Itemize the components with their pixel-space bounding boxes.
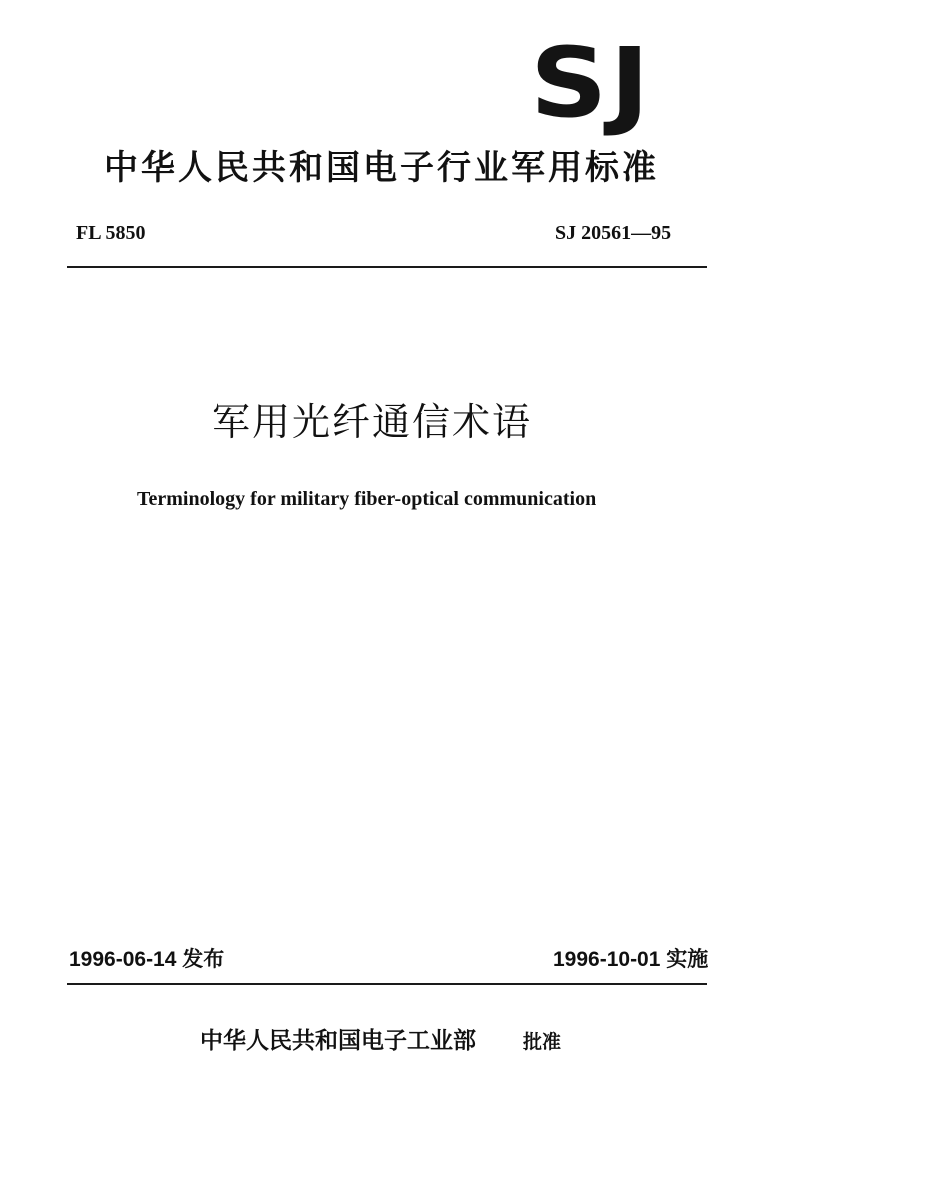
issuing-authority: 中华人民共和国电子工业部 (200, 1028, 476, 1054)
standard-type-heading: 中华人民共和国电子行业军用标准 (104, 148, 659, 188)
implementation-date: 1996-10-01 实施 (553, 948, 709, 971)
top-divider (67, 266, 707, 268)
sj-logo (530, 27, 688, 139)
classification-code: FL 5850 (76, 222, 146, 244)
standard-number: SJ 20561—95 (555, 222, 672, 244)
document-title-chinese: 军用光纤通信术语 (212, 400, 533, 444)
document-title-english: Terminology for military fiber-optical communication (137, 488, 597, 510)
publish-date: 1996-06-14 发布 (69, 948, 225, 971)
approval-label: 批准 (523, 1031, 562, 1053)
logo-text: SJ (530, 27, 652, 139)
bottom-divider (67, 983, 707, 985)
